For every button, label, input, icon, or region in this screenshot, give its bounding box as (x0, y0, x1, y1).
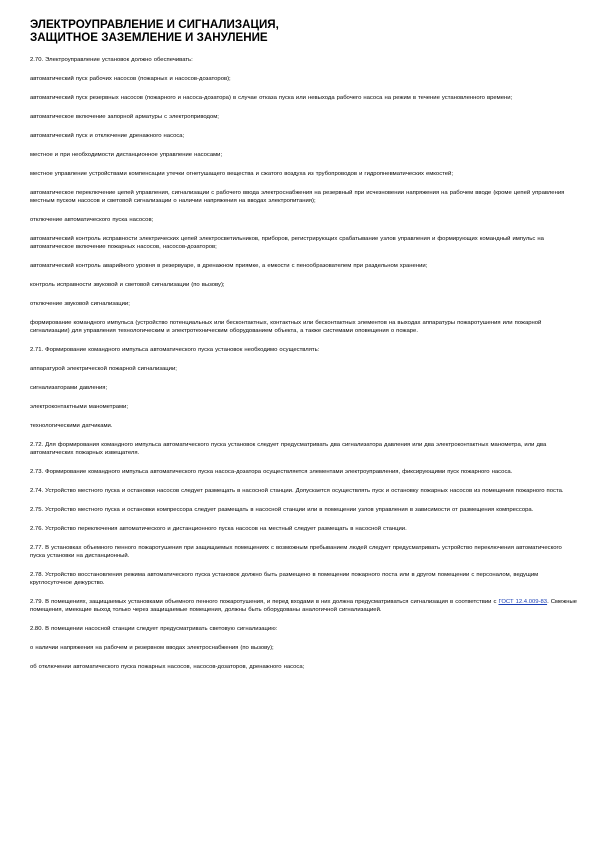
paragraph-p23: 2.75. Устройство местного пуска и остановки компрессора следует размещать в насосной станции или в помещении узлов управления в зависимости от размещения компрессора. (30, 507, 534, 513)
gost-link[interactable]: ГОСТ 12.4.009-83 (498, 599, 548, 605)
page-title-line-2: ЗАЩИТНОЕ ЗАЗЕМЛЕНИЕ И ЗАНУЛЕНИЕ (30, 31, 268, 44)
paragraph-p16: аппаратурой электрической пожарной сигнализации; (30, 366, 177, 372)
paragraph-p22: 2.74. Устройство местного пуска и остановки насосов следует размещать в насосной станции. Допускается осуществлять пуск и остановку пожарных насосов из помещения пожарного поста. (30, 488, 564, 494)
paragraph-p11: автоматический контроль аварийного уровня в резервуаре, в дренажном приямке, а емкости с пенообразователем при раздельном хранении; (30, 263, 428, 269)
paragraph-p02: автоматический пуск рабочих насосов (пожарных и насосов-дозаторов); (30, 76, 231, 82)
paragraph-p30: об отключении автоматического пуска пожарных насосов, насосов-дозаторов, дренажного насоса; (30, 664, 305, 670)
paragraph-p05: автоматический пуск и отключение дренажного насоса; (30, 133, 185, 139)
paragraph-p28: 2.80. В помещении насосной станции следует предусматривать световую сигнализацию: (30, 626, 278, 632)
paragraph-p12: контроль исправности звуковой и световой сигнализации (по вызову); (30, 282, 225, 288)
paragraph-p27 (30, 598, 577, 614)
page-title-line-1: ЭЛЕКТРОУПРАВЛЕНИЕ И СИГНАЛИЗАЦИЯ, (30, 18, 279, 31)
paragraph-text: . Смежные помещения, имеющие выход только через защищаемые помещения, должны быть оборудованы аналогичной сигнализацией. (30, 599, 577, 613)
paragraph-p29: о наличии напряжения на рабочем и резервном вводах электроснабжения (по вызову); (30, 645, 274, 651)
paragraph-text: 2.79. В помещениях, защищаемых установками объемного пенного пожаротушения, и перед входами в них должна предусматриваться сигнализация в соответствии с (30, 599, 499, 605)
paragraph-p09: отключение автоматического пуска насосов; (30, 217, 154, 223)
paragraph-p14: формирование командного импульса (устройство потенциальных или бесконтактных, контактных или бесконтактных элементов на выходах аппаратуры пожаротушения или пожарной сигнализации) для управления технологическим и электротехническим оборудованием объекта, а также системами оповещения о пожаре. (30, 320, 542, 334)
paragraph-p10: автоматический контроль исправности электрических цепей электросветильников, приборов, регистрирующих срабатывание узлов управления и формирующих командный импульс на автоматическое включение пожарных насосов, насосов-дозаторов; (30, 236, 544, 250)
paragraph-p26: 2.78. Устройство восстановления режима автоматического пуска установок должно быть размещено в помещении пожарного поста или в другом помещении с персоналом, ведущим круглосуточное дежурство. (30, 572, 539, 586)
paragraph-p17: сигнализаторами давления; (30, 385, 108, 391)
page-title (30, 18, 577, 44)
document-body (30, 56, 577, 671)
paragraph-p24: 2.76. Устройство переключения автоматического и дистанционного пуска насосов на местный следует размещать в насосной станции. (30, 526, 407, 532)
paragraph-p04: автоматическое включение запорной арматуры с электроприводом; (30, 114, 219, 120)
paragraph-p13: отключение звуковой сигнализации; (30, 301, 130, 307)
paragraph-p20: 2.72. Для формирования командного импульса автоматического пуска установок следует предусматривать два сигнализатора давления или два электроконтактных манометра, или два автоматических пожарных извещателя. (30, 442, 547, 456)
paragraph-p06: местное и при необходимости дистанционное управление насосами; (30, 152, 223, 158)
paragraph-p25: 2.77. В установках объемного пенного пожаротушения при защищаемых помещениях с возможным пребыванием людей следует предусматривать устройство переключения автоматического пуска установки на дистанционный. (30, 545, 562, 559)
paragraph-p15: 2.71. Формирование командного импульса автоматического пуска установок необходимо осуществлять: (30, 347, 320, 353)
paragraph-p08: автоматическое переключение цепей управления, сигнализации с рабочего ввода электроснабжения на резервный при исчезновении напряжения на рабочем вводе (кроме цепей управления местным пуском насосов и световой сигнализации о наличии напряжения на вводах электропитания); (30, 190, 565, 204)
paragraph-p18: электроконтактными манометрами; (30, 404, 128, 410)
paragraph-p01: 2.70. Электроуправление установок должно обеспечивать: (30, 57, 193, 63)
paragraph-p03: автоматический пуск резервных насосов (пожарного и насоса-дозатора) в случае отказа пуска или невыхода рабочего насоса на режим в течение установленного времени; (30, 95, 513, 101)
paragraph-p07: местное управление устройствами компенсации утечки огнетушащего вещества и сжатого воздуха из трубопроводов и гидропневматических емкостей; (30, 171, 453, 177)
paragraph-p19: технологическими датчиками. (30, 423, 113, 429)
paragraph-p21: 2.73. Формирование командного импульса автоматического пуска насоса-дозатора осуществляется элементами электроуправления, фиксирующими пуск пожарного насоса. (30, 469, 513, 475)
